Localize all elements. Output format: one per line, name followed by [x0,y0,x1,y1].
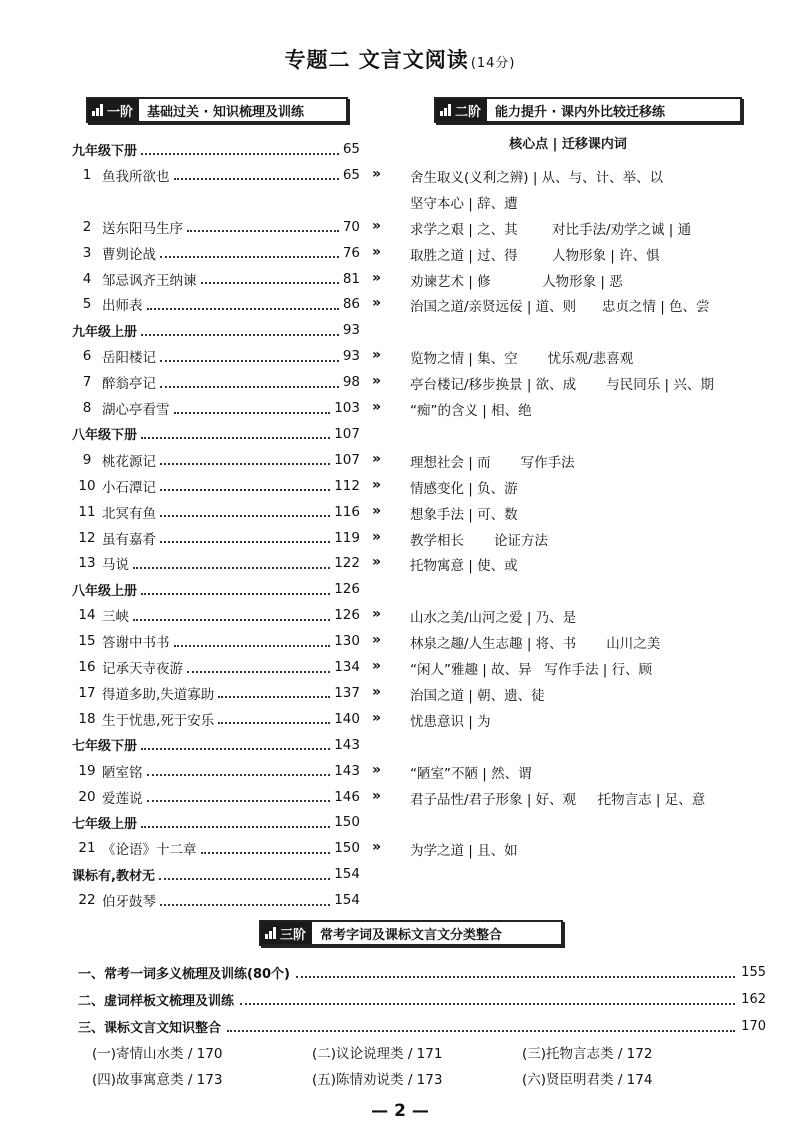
core-point: 情感变化 | 负、游 [410,480,518,497]
core-point: 林泉之趣/人生志趣 | 将、书 山川之美 [410,636,661,653]
core-point: 忧患意识 | 为 [410,713,491,730]
dot-leader [141,739,330,750]
lesson-title: 得道多助,失道寡助 [102,686,215,703]
core-point: 舍生取义(义利之辨) | 从、与、计、举、以 [410,169,664,186]
grade-title: 课标有,教材无 [72,868,155,884]
page-ref: 93 [342,348,360,365]
grade-heading [72,812,360,832]
toc-entry [72,476,360,496]
page-ref: 70 [342,218,360,235]
core-point: 教学相长 论证方法 [410,532,549,549]
page-ref: 150 [334,840,360,857]
double-arrow-icon: » [372,658,380,674]
toc-entry [72,890,360,910]
page-ref: 107 [334,451,360,468]
core-point: 君子品性/君子形象 | 好、观 托物言志 | 足、意 [410,791,706,808]
dot-leader [159,869,330,880]
core-point: 亭台楼记/移步换景 | 欲、成 与民同乐 | 兴、期 [410,377,714,394]
dot-leader [201,843,331,854]
double-arrow-icon: » [372,709,380,726]
page-ref: 107 [334,425,360,442]
core-point: 劝谏艺术 | 修 人物形象 | 恶 [410,273,623,290]
double-arrow-icon: » [372,683,380,700]
dot-leader [174,636,331,647]
subcategory-item: (一)寄情山水类 / 170 [92,1046,223,1062]
page-ref: 93 [342,322,360,339]
double-arrow-icon: » [372,165,380,182]
toc-entry [72,165,360,185]
dot-leader [147,765,331,776]
lesson-title: 曹刿论战 [102,246,156,263]
page-title: 专题二 文言文阅读 (14分) [284,48,516,72]
lesson-title: 鱼我所欲也 [102,168,170,185]
double-arrow-icon: » [372,347,380,364]
page-ref: 154 [334,866,360,883]
toc-entry [72,243,360,263]
dot-leader [160,895,330,906]
toc-entry [72,528,360,548]
page-ref: 170 [741,1018,766,1034]
page-ref: 86 [342,296,360,313]
integration-title: 二、虚词样板文梳理及训练 [78,993,235,1009]
dot-leader [227,1021,735,1032]
entry-number: 7 [82,374,92,391]
dot-leader [141,584,330,595]
dot-leader [187,221,339,232]
integration-title: 三、课标文言文知识整合 [78,1020,222,1036]
core-point: “痴”的含义 | 相、绝 [410,403,532,419]
lesson-title: 醉翁亭记 [102,376,156,393]
double-arrow-icon: » [372,373,380,390]
dot-leader [160,247,339,258]
grade-title: 九年级上册 [72,324,138,340]
lesson-title: 虽有嘉肴 [102,531,156,548]
core-point: 坚守本心 | 辞、遭 [410,195,518,212]
stage-two-header: 二阶 能力提升 · 课内外比较迁移练 [434,97,742,123]
page-ref: 134 [334,659,360,675]
subcategory-item: (六)贤臣明君类 / 174 [522,1072,653,1088]
grade-heading [72,139,360,159]
dot-leader [147,791,331,802]
page-ref: 140 [334,710,360,727]
toc-entry [72,631,360,651]
entry-number: 3 [82,244,92,261]
lesson-title: 小石潭记 [102,479,156,496]
grade-heading [72,579,360,599]
double-arrow-icon: » [372,476,380,493]
double-arrow-icon: » [372,399,380,415]
core-point: 理想社会 | 而 写作手法 [410,454,575,471]
double-arrow-icon: » [372,450,380,467]
dot-leader [141,144,339,155]
dot-leader [141,817,330,828]
grade-heading [72,320,360,340]
dot-leader [160,480,330,491]
double-arrow-icon: » [372,839,380,856]
dot-leader [147,299,339,310]
entry-number: 14 [78,607,96,624]
entry-number: 6 [82,348,92,365]
stage-one-header: 一阶 基础过关 · 知识梳理及训练 [86,97,348,123]
page-ref: 126 [334,607,360,624]
core-point: 取胜之道 | 过、得 人物形象 | 许、惧 [410,247,660,264]
lesson-title: 爱莲说 [102,790,143,807]
page-ref: 119 [334,529,360,546]
lesson-title: 生于忧患,死于安乐 [102,712,215,729]
double-arrow-icon: » [372,787,380,804]
page-ref: 146 [334,788,360,805]
toc-entry [72,553,360,573]
grade-heading [72,864,360,884]
toc-entry [72,450,360,470]
entry-number: 4 [82,270,92,287]
grade-title: 九年级下册 [72,143,138,159]
lesson-title: 出师表 [102,298,143,315]
page-ref: 150 [334,814,360,831]
double-arrow-icon: » [372,632,380,649]
lesson-title: 答谢中书书 [102,635,170,652]
entry-number: 12 [78,529,96,546]
grade-title: 七年级上册 [72,816,138,832]
entry-number: 9 [82,451,92,468]
entry-number: 19 [78,762,96,779]
double-arrow-icon: » [372,606,380,623]
double-arrow-icon: » [372,243,380,260]
lesson-title: 《论语》十二章 [102,842,197,859]
integration-title: 一、常考一词多义梳理及训练(80个) [78,966,290,982]
entry-number: 1 [82,166,92,183]
double-arrow-icon: » [372,217,380,234]
toc-entry [72,217,360,237]
page-ref: 143 [334,736,360,753]
lesson-title: 北冥有鱼 [102,505,156,522]
dot-leader [201,273,339,284]
toc-entry [72,502,360,522]
lesson-title: 岳阳楼记 [102,350,156,367]
double-arrow-icon: » [372,269,380,286]
toc-entry [72,398,360,418]
dot-leader [133,558,330,569]
bar-chart-icon [265,927,277,939]
dot-leader [160,454,330,465]
dot-leader [160,351,339,362]
toc-entry [72,838,360,858]
entry-number: 17 [78,684,96,701]
grade-title: 七年级下册 [72,739,138,755]
toc-entry [72,761,360,781]
core-point: “闲人”雅趣 | 故、异 写作手法 | 行、顾 [410,662,653,678]
dot-leader [240,994,735,1005]
toc-entry [72,657,360,677]
page-ref: 76 [342,244,360,261]
core-point: 治国之道 | 朝、遗、徒 [410,687,545,704]
subcategory-item: (二)议论说理类 / 171 [312,1046,443,1062]
lesson-title: 记承天寺夜游 [102,661,183,677]
right-column-header: 核心点 | 迁移课内词 [509,137,627,152]
toc-entry [72,372,360,392]
toc-entry [72,294,360,314]
toc-entry [72,787,360,807]
double-arrow-icon: » [372,295,380,312]
entry-number: 21 [78,840,96,857]
dot-leader [296,967,735,978]
integration-entry [78,962,766,982]
entry-number: 10 [78,477,96,494]
subcategory-item: (四)故事寓意类 / 173 [92,1072,223,1088]
entry-number: 2 [82,218,92,235]
entry-number: 8 [82,400,92,416]
core-point: 览物之情 | 集、空 忧乐观/悲喜观 [410,351,634,368]
page-ref: 126 [334,581,360,598]
dot-leader [160,377,339,388]
entry-number: 22 [78,892,96,909]
lesson-title: 桃花源记 [102,453,156,470]
grade-heading [72,424,360,444]
page-ref: 98 [342,374,360,391]
entry-number: 16 [78,659,96,675]
dot-leader [218,713,330,724]
grade-heading [72,735,360,755]
core-point: 想象手法 | 可、数 [410,506,518,523]
dot-leader [141,325,339,336]
entry-number: 15 [78,633,96,650]
double-arrow-icon: » [372,554,380,571]
page-ref: 81 [342,270,360,287]
double-arrow-icon: » [372,761,380,778]
double-arrow-icon: » [372,502,380,519]
page-ref: 154 [334,892,360,909]
integration-entry [78,989,766,1009]
toc-entry [72,605,360,625]
dot-leader [174,169,339,180]
lesson-title: 马说 [102,557,129,574]
core-point: 山水之美/山河之爱 | 乃、是 [410,610,577,627]
bar-chart-icon [440,104,452,116]
toc-entry [72,709,360,729]
toc-entry [72,683,360,703]
core-point: “陋室”不陋 | 然、谓 [410,765,532,782]
lesson-title: 湖心亭看雪 [102,402,170,418]
page-ref: 143 [334,762,360,779]
dot-leader [133,610,330,621]
page-ref: 130 [334,633,360,650]
integration-entry [78,1016,766,1036]
toc-entry [72,269,360,289]
grade-title: 八年级下册 [72,428,138,444]
core-point: 托物寓意 | 使、或 [410,558,518,575]
core-point: 求学之艰 | 之、其 对比手法/劝学之诚 | 通 [410,221,692,238]
stage-three-header: 三阶 常考字词及课标文言文分类整合 [259,920,563,946]
core-point: 治国之道/亲贤远佞 | 道、则 忠贞之情 | 色、尝 [410,299,710,316]
entry-number: 18 [78,710,96,727]
entry-number: 13 [78,555,96,572]
entry-number: 5 [82,296,92,313]
core-point: 为学之道 | 且、如 [410,843,518,860]
page-ref: 137 [334,684,360,701]
entry-number: 20 [78,788,96,805]
toc-entry [72,346,360,366]
page-ref: 162 [741,991,766,1007]
lesson-title: 送东阳马生序 [102,220,183,237]
page-ref: 65 [342,141,360,157]
page-ref: 103 [334,400,360,416]
subcategory-item: (五)陈情劝说类 / 173 [312,1072,443,1088]
lesson-title: 邹忌讽齐王纳谏 [102,272,197,289]
dot-leader [160,506,330,517]
page-ref: 155 [741,964,766,980]
bar-chart-icon [92,104,104,116]
entry-number: 11 [78,503,96,520]
grade-title: 八年级上册 [72,583,138,599]
dot-leader [218,687,330,698]
double-arrow-icon: » [372,528,380,545]
lesson-title: 陋室铭 [102,764,143,781]
lesson-title: 伯牙鼓琴 [102,894,156,911]
lesson-title: 三峡 [102,609,129,626]
dot-leader [141,428,330,439]
dot-leader [160,532,330,543]
page-ref: 116 [334,503,360,520]
page-ref: 112 [334,477,360,494]
dot-leader [174,403,331,414]
page-ref: 65 [342,166,360,183]
page-ref: 122 [334,555,360,572]
dot-leader [187,662,330,673]
page-number: — 2 — [371,1101,429,1121]
subcategory-item: (三)托物言志类 / 172 [522,1046,653,1062]
